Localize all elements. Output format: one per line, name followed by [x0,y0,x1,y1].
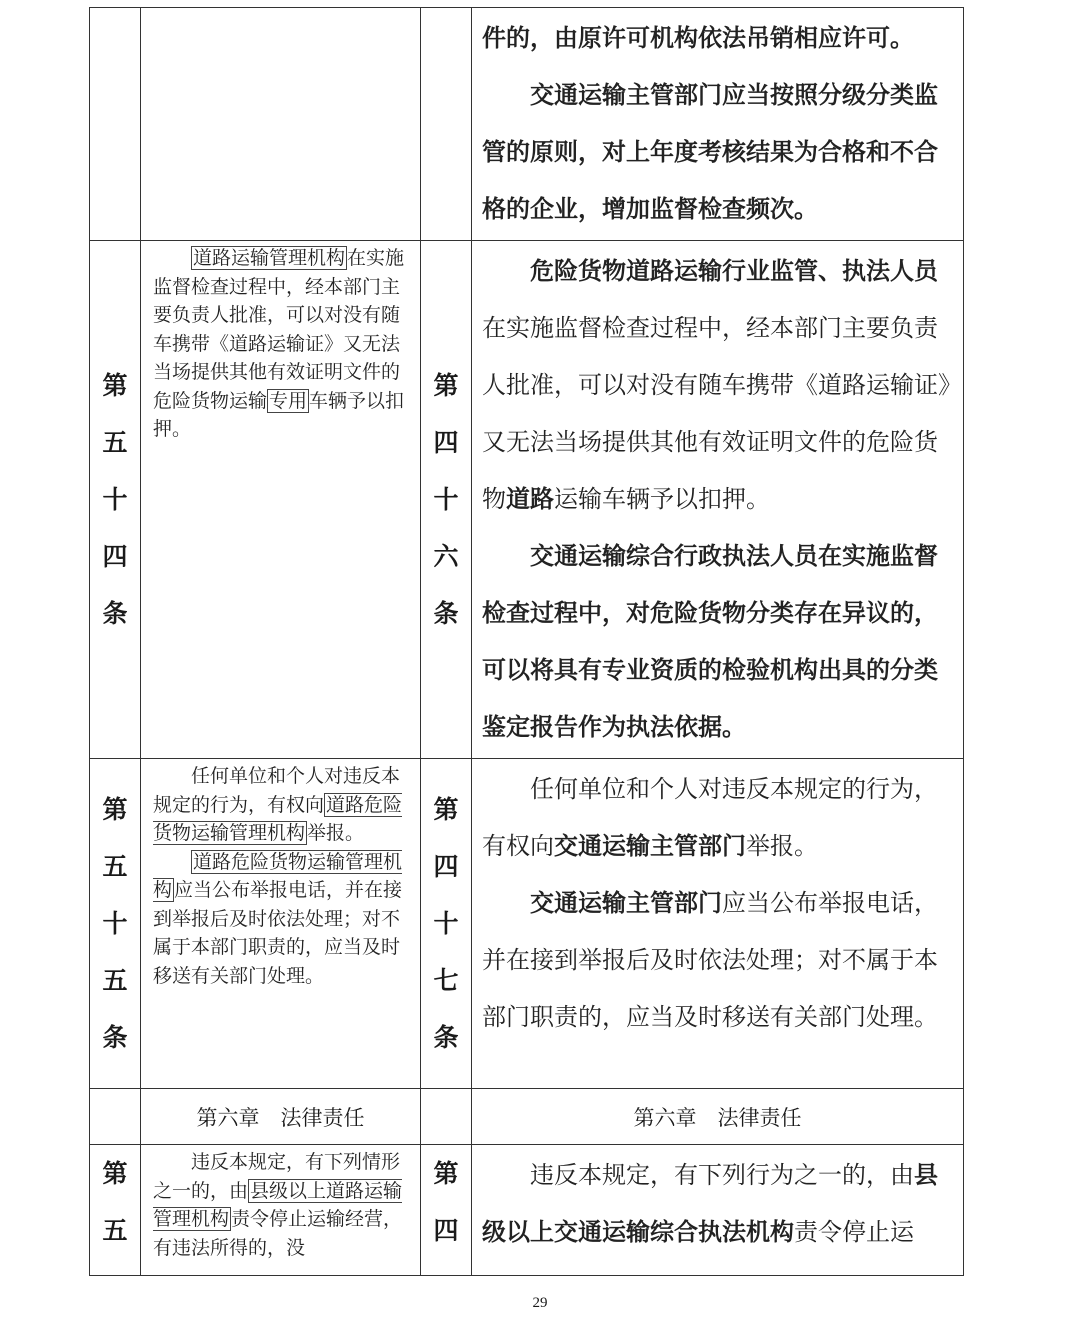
paragraph [482,243,957,528]
article-char: 四 [433,852,459,881]
comparison-table [89,7,964,1276]
new-text-cell [472,241,964,759]
paragraph [153,244,410,444]
old-article-cell [90,241,141,759]
chapter-heading-old: 第六章 法律责任 [141,1089,421,1145]
article-char: 五 [102,966,128,995]
new-article-cell [421,241,472,759]
article-char: 第 [102,371,128,400]
boxed-term: 道路运输管理机构 [193,247,346,269]
paragraph: 交通运输主管部门应当按照分级分类监管的原则，对上年度考核结果为合格和不合格的企业，增加监督检查频次。 [482,81,938,223]
old-article-cell [90,1145,141,1276]
article-char: 四 [433,428,459,457]
old-text-cell [141,241,421,759]
new-article-cell [421,1089,472,1145]
old-text-cell [141,1145,421,1276]
paragraph [153,1148,410,1262]
article-char: 五 [102,1216,128,1245]
text-run: 举报。 [746,832,818,860]
new-text-cell [472,8,964,241]
article-char: 四 [102,542,128,571]
article-char: 六 [433,542,459,571]
new-article-cell [421,8,472,241]
boxed-term: 道路危险货物运输管理机构 [153,850,403,901]
text-run: 应当公布举报电话，并在接到举报后及时依法处理；对不属于本部门职责的，应当及时移送有关部门处理。 [153,879,403,987]
table-row [90,241,964,759]
new-article-cell [421,759,472,1089]
article-char: 十 [102,485,128,514]
text-run: 任何单位和个人对违反本规定的行为，有权向 [153,765,401,816]
article-char: 条 [433,1023,459,1052]
paragraph: 件的，由原许可机构依法吊销相应许可。 [482,24,914,52]
paragraph [482,875,957,1046]
article-char: 十 [433,909,459,938]
new-text-cell [472,1145,964,1276]
text-run: 违反本规定，有下列行为之一的，由 [530,1161,914,1189]
page-number: 29 [532,1295,548,1311]
article-char: 第 [102,795,128,824]
paragraph [482,761,957,875]
table-row [90,1089,964,1145]
text-run: 运输车辆予以扣押。 [554,485,770,513]
article-char: 第 [433,795,459,824]
article-char: 第 [102,1159,128,1188]
paragraph [153,762,410,848]
old-article-cell [90,8,141,241]
boxed-term: 县级以上道路运输管理机构 [153,1179,403,1230]
text-run: 交通运输主管部门 [530,889,722,917]
article-char: 条 [102,599,128,628]
table-row [90,759,964,1089]
article-char: 第 [433,1159,459,1188]
article-char: 五 [102,428,128,457]
boxed-term: 专用 [269,389,308,412]
text-run: 县级以上交通运输综合执法机构 [482,1161,938,1246]
new-article-cell [421,1145,472,1276]
text-run: 违反本规定，有下列情形之一的，由 [153,1151,401,1202]
text-run: 举报。 [307,822,365,844]
chapter-heading-new: 第六章 法律责任 [472,1089,964,1145]
text-run: 任何单位和个人对违反本规定的行为，有权向 [482,775,938,860]
boxed-term: 道路危险货物运输管理机构 [153,793,403,844]
text-run: 车辆予以扣押。 [153,389,405,440]
text-run: 责令停止运 [794,1218,914,1246]
article-char: 五 [102,852,128,881]
paragraph [153,848,410,991]
article-char: 条 [433,599,459,628]
old-text-cell [141,8,421,241]
article-char: 十 [102,909,128,938]
article-char: 第 [433,371,459,400]
paragraph: 交通运输综合行政执法人员在实施监督检查过程中，对危险货物分类存在异议的，可以将具有专业资质的检验机构出具的分类鉴定报告作为执法依据。 [482,542,938,741]
table-row [90,1145,964,1276]
article-char: 四 [433,1216,459,1245]
paragraph [482,1147,957,1261]
article-char: 十 [433,485,459,514]
article-char: 条 [102,1023,128,1052]
text-run: 在实施监督检查过程中，经本部门主要负责人批准，可以对没有随车携带《道路运输证》又无法当场提供其他有效证明文件的危险货物运输 [153,247,405,412]
text-run: 危险货物道路运输行业监管、执法人员 [530,257,938,285]
old-text-cell [141,759,421,1089]
table-row [90,8,964,241]
text-run: 在实施监督检查过程中，经本部门主要负责人批准，可以对没有随车携带《道路运输证》又无法当场提供其他有效证明文件的危险货物 [482,314,950,513]
text-run: 交通运输主管部门 [554,832,746,860]
old-article-cell [90,1089,141,1145]
new-text-cell [472,759,964,1089]
text-run: 应当公布举报电话，并在接到举报后及时依法处理；对不属于本部门职责的，应当及时移送有关部门处理。 [482,889,938,1031]
text-run: 道路 [506,485,554,513]
text-run: 责令停止运输经营，有违法所得的，没 [153,1208,403,1259]
old-article-cell [90,759,141,1089]
article-char: 七 [433,966,459,995]
